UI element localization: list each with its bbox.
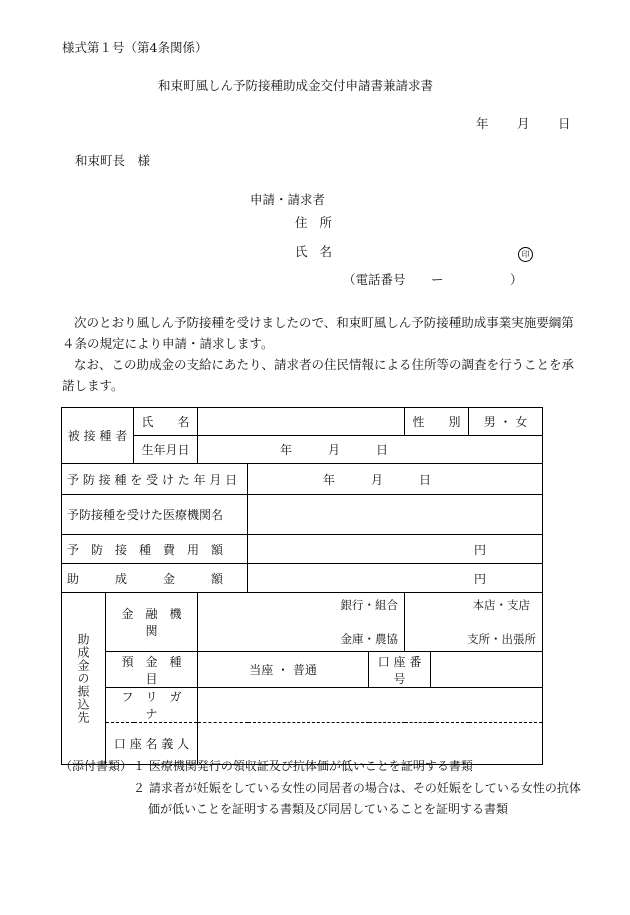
consent-paragraph: なお、この助成金の支給にあたり、請求者の住民情報による住所等の調査を行うことを承諾します。 <box>62 357 575 393</box>
sex-label: 性 別 <box>405 408 469 436</box>
date-day: 日 <box>558 116 571 131</box>
recipient-name-field[interactable] <box>198 408 405 436</box>
branch-type-1: 本店・支店 <box>472 598 531 612</box>
account-holder-label: 口 座 名 義 人 <box>106 723 198 765</box>
dob-value[interactable]: 年 月 日 <box>198 436 543 464</box>
attachment-item-1: １ 医療機関発行の領収証及び抗体価が低いことを証明する書類 <box>133 759 473 773</box>
transfer-label-cell <box>62 593 106 765</box>
cost-label: 予 防 接 種 費 用 額 <box>62 535 248 564</box>
clinic-label: 予防接種を受けた医療機関名 <box>62 495 248 535</box>
attachment-item-2-cont: 価が低いことを証明する書類及び同居していることを証明する書類 <box>148 802 509 816</box>
vaccination-date-value[interactable]: 年 月 日 <box>248 464 543 495</box>
applicant-label: 申請・請求者 <box>250 192 326 207</box>
bank-field[interactable] <box>198 593 405 652</box>
account-number-field[interactable] <box>431 652 543 688</box>
address-label: 住 所 <box>295 215 336 230</box>
date-year: 年 <box>476 116 489 131</box>
account-type-label: 預 金 種 目 <box>106 652 198 688</box>
cost-unit[interactable]: 円 <box>248 535 543 564</box>
phone-open: （電話番号 <box>343 272 406 287</box>
clinic-field[interactable] <box>248 495 543 535</box>
branch-type-2: 支所・出張所 <box>467 632 537 646</box>
phone-close: ） <box>510 272 523 287</box>
recipient-name-label: 氏 名 <box>134 408 198 436</box>
date-month: 月 <box>517 116 530 131</box>
form-number: 様式第１号（第4条関係） <box>62 40 208 55</box>
seal-icon: 印 <box>518 242 533 262</box>
attachment-item-2: ２ 請求者が妊娠をしている女性の同居者の場合は、その妊娠をしている女性の抗体 <box>133 781 581 795</box>
vaccination-date-label: 予 防 接 種 を 受 け た 年 月 日 <box>62 464 248 495</box>
phone-dash: ー <box>431 272 444 287</box>
addressee: 和束町長 様 <box>75 153 151 168</box>
recipient-label: 被 接 種 者 <box>62 408 134 464</box>
attachments-heading: （添付書類） <box>60 759 133 773</box>
account-number-label: 口 座 番 号 <box>369 652 431 688</box>
bank-label: 金 融 機 関 <box>106 593 198 652</box>
furigana-field[interactable] <box>198 688 543 723</box>
branch-field[interactable] <box>405 593 543 652</box>
document-title: 和束町風しん予防接種助成金交付申請書兼請求書 <box>158 78 434 93</box>
sex-value[interactable]: 男 ・ 女 <box>469 408 543 436</box>
grant-unit[interactable]: 円 <box>248 564 543 593</box>
name-label: 氏 名 <box>295 244 336 259</box>
statement-paragraph: 次のとおり風しん予防接種を受けましたので、和束町風しん予防接種助成事業実施要綱第４条の規定により申請・請求します。 <box>62 315 574 351</box>
application-table <box>61 407 543 765</box>
grant-label: 助 成 金 額 <box>62 564 248 593</box>
bank-type-1: 銀行・組合 <box>340 598 399 612</box>
transfer-label: 助成金の振込先 <box>76 633 90 724</box>
dob-label: 生年月日 <box>134 436 198 464</box>
bank-type-2: 金庫・農協 <box>340 632 399 646</box>
account-type-value[interactable]: 当座 ・ 普通 <box>198 652 369 688</box>
furigana-label: フ リ ガ ナ <box>106 688 198 723</box>
